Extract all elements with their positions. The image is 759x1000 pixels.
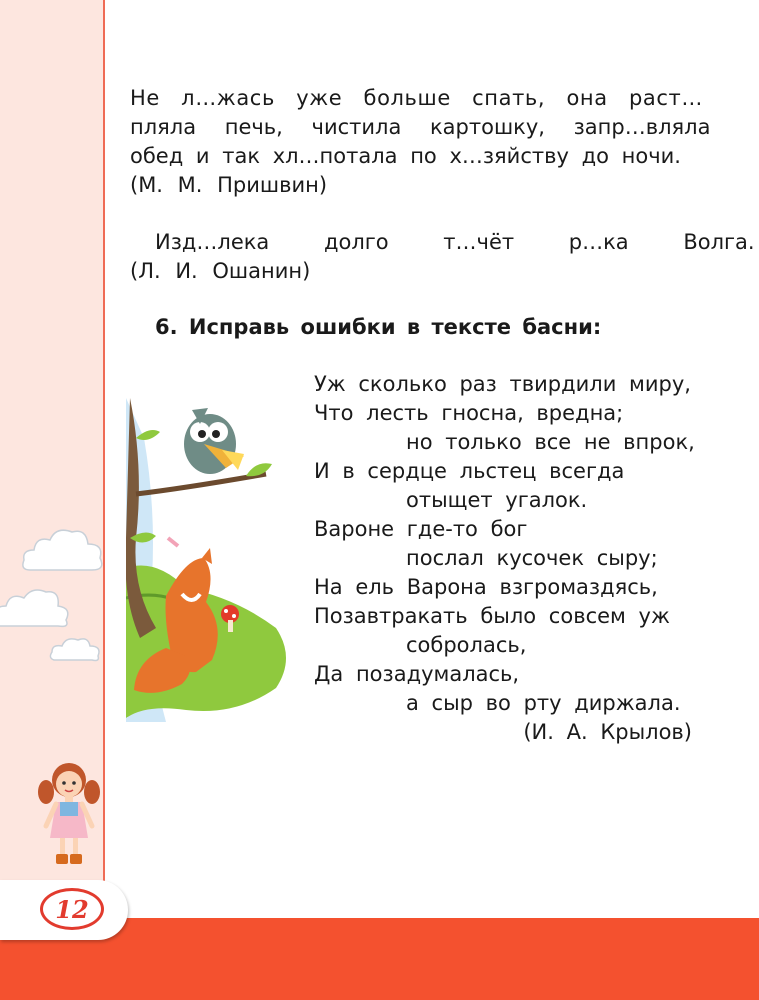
prose-line: пляла печь, чистила картошку, запр…вляла (130, 115, 711, 139)
prose-line: Изд…лека долго т…чёт р…ка Волга. (155, 230, 755, 254)
prose-attribution: (М. М. Пришвин) (130, 173, 328, 197)
cloud-icon (0, 580, 72, 636)
prose-line: Не л…жась уже больше спать, она раст… (130, 86, 703, 110)
poem-line: И в сердце льстец всегда (314, 459, 625, 483)
poem-line: послал кусочек сыру; (406, 546, 658, 570)
poem-line: отыщет угалок. (406, 488, 588, 512)
poem-author: (И. А. Крылов) (523, 720, 692, 744)
poem-line: Что лесть гноcна, вредна; (314, 401, 624, 425)
cloud-icon (20, 520, 106, 580)
poem-line: Позавтракать было совсем уж (314, 604, 670, 628)
poem-line: Вароне где-то бог (314, 517, 528, 541)
poem-line: но только все не впрок, (406, 430, 695, 454)
poem-line: Уж сколько раз твирдили миру, (314, 372, 691, 396)
task-heading: 6. Исправь ошибки в тексте басни: (155, 315, 602, 339)
fable-poem (314, 370, 695, 747)
poem-line: а сыр во рту диржала. (406, 691, 681, 715)
margin-line (103, 0, 105, 920)
poem-line: Да позадумалась, (314, 662, 520, 686)
page-number-badge (0, 880, 128, 940)
poem-line: собролась, (406, 633, 527, 657)
poem-line: На ель Варона взгромаздясь, (314, 575, 658, 599)
fox-and-crow-illustration (126, 398, 298, 722)
cloud-icon (48, 632, 104, 666)
prose-line: обед и так хл…потала по х…зяйству до ночи. (130, 144, 681, 168)
girl-illustration (36, 756, 102, 868)
prose-attribution: (Л. И. Ошанин) (130, 259, 311, 283)
page-number: 12 (40, 888, 104, 930)
